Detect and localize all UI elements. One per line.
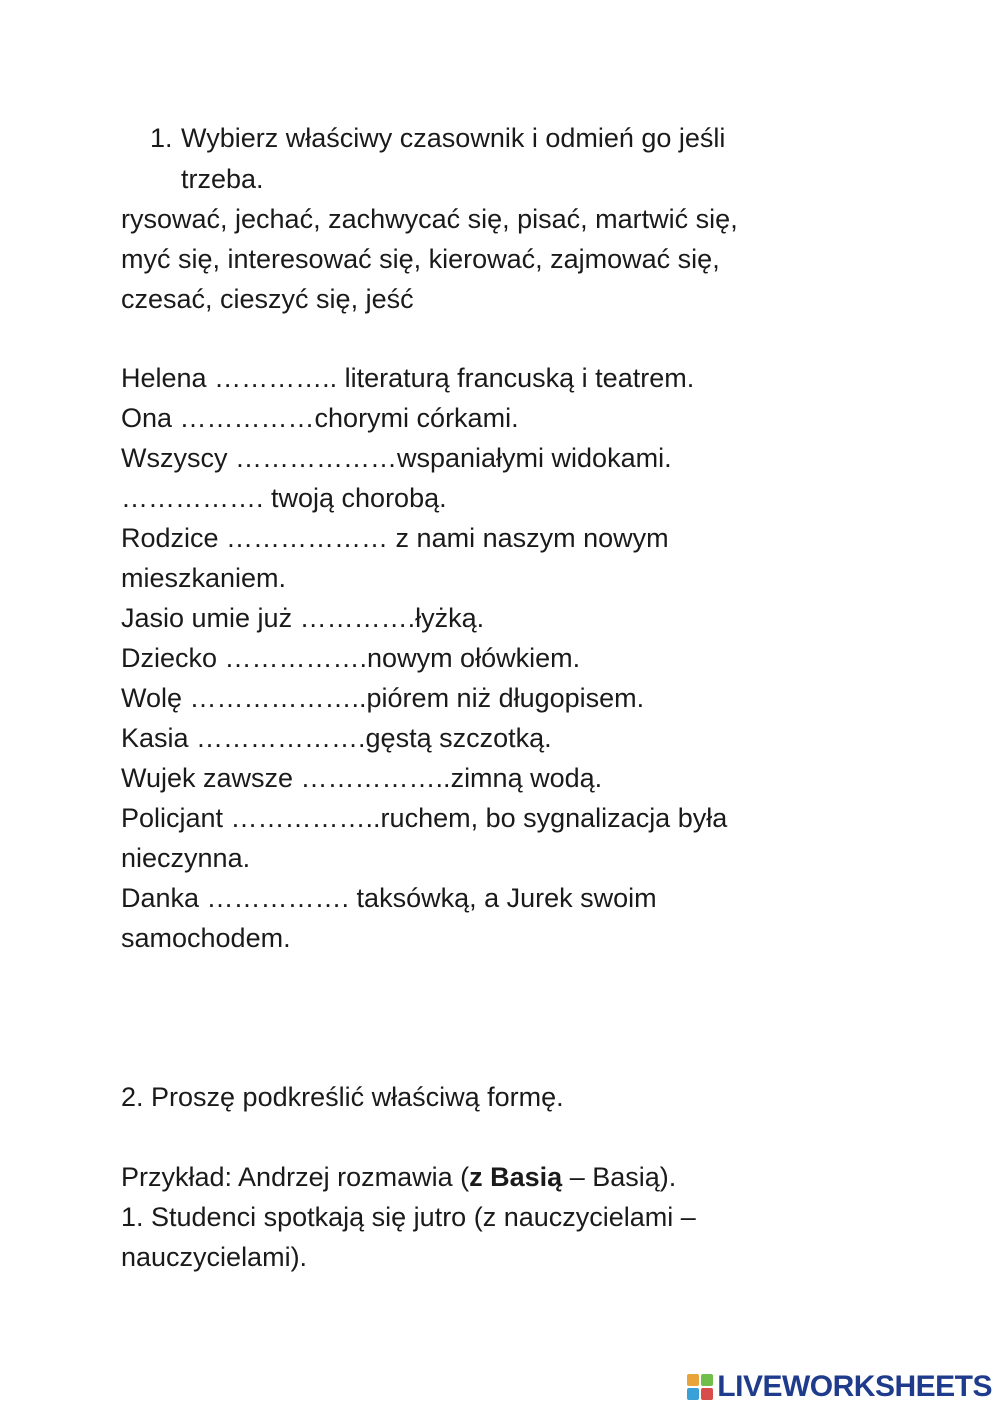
logo-text: LIVEWORKSHEETS (717, 1370, 992, 1403)
liveworksheets-logo (687, 1367, 992, 1407)
sentence-line: Wujek zawsze ……………..zimną wodą. (121, 763, 603, 793)
logo-square (687, 1388, 699, 1400)
sentence-line: Kasia ……………….gęstą szczotką. (121, 723, 552, 753)
sentence-line: Wszyscy ………………wspaniałymi widokami. (121, 443, 672, 473)
logo-square (701, 1374, 713, 1386)
sentence-line: ……………. twoją chorobą. (121, 483, 447, 513)
logo-mark-icon (687, 1374, 713, 1400)
sentence-line: nieczynna. (121, 843, 251, 873)
verbs-line1: rysować, jechać, zachwycać się, pisać, martwić się, (121, 204, 738, 234)
exercise2-title: 2. Proszę podkreślić właściwą formę. (121, 1082, 564, 1112)
sentence-line: Dziecko …………….nowym ołówkiem. (121, 643, 581, 673)
exercise1-instruction-line2: trzeba. (181, 164, 264, 194)
logo-square (701, 1388, 713, 1400)
example-prefix: Przykład: Andrzej rozmawia ( (121, 1162, 470, 1192)
sentence-line: Rodzice ……………… z nami naszym nowym (121, 523, 669, 553)
sentence-line: Jasio umie już ………….łyżką. (121, 603, 485, 633)
sentence-line: Danka ……………. taksówką, a Jurek swoim (121, 883, 657, 913)
sentence-line: Wolę ………………..piórem niż długopisem. (121, 683, 645, 713)
exercise1-number: 1. (150, 123, 173, 153)
sentence-line: mieszkaniem. (121, 563, 287, 593)
verbs-line3: czesać, cieszyć się, jeść (121, 284, 414, 314)
sentence-line: samochodem. (121, 923, 291, 953)
logo-square (687, 1374, 699, 1386)
exercise2-item1-line2: nauczycielami). (121, 1242, 308, 1272)
exercise2-example (121, 1157, 676, 1197)
verbs-line2: myć się, interesować się, kierować, zajmować się, (121, 244, 720, 274)
sentence-line: Policjant ……………..ruchem, bo sygnalizacja była (121, 803, 728, 833)
example-correct-answer: z Basią (469, 1162, 563, 1192)
exercise2-item1-line1: 1. Studenci spotkają się jutro (z nauczycielami – (121, 1202, 696, 1232)
example-suffix: – Basią). (562, 1162, 677, 1192)
sentence-line: Helena ………….. literaturą francuską i teatrem. (121, 363, 695, 393)
exercise1-instruction-line1: Wybierz właściwy czasownik i odmień go jeśli (181, 123, 726, 153)
sentence-line: Ona ……………chorymi córkami. (121, 403, 519, 433)
